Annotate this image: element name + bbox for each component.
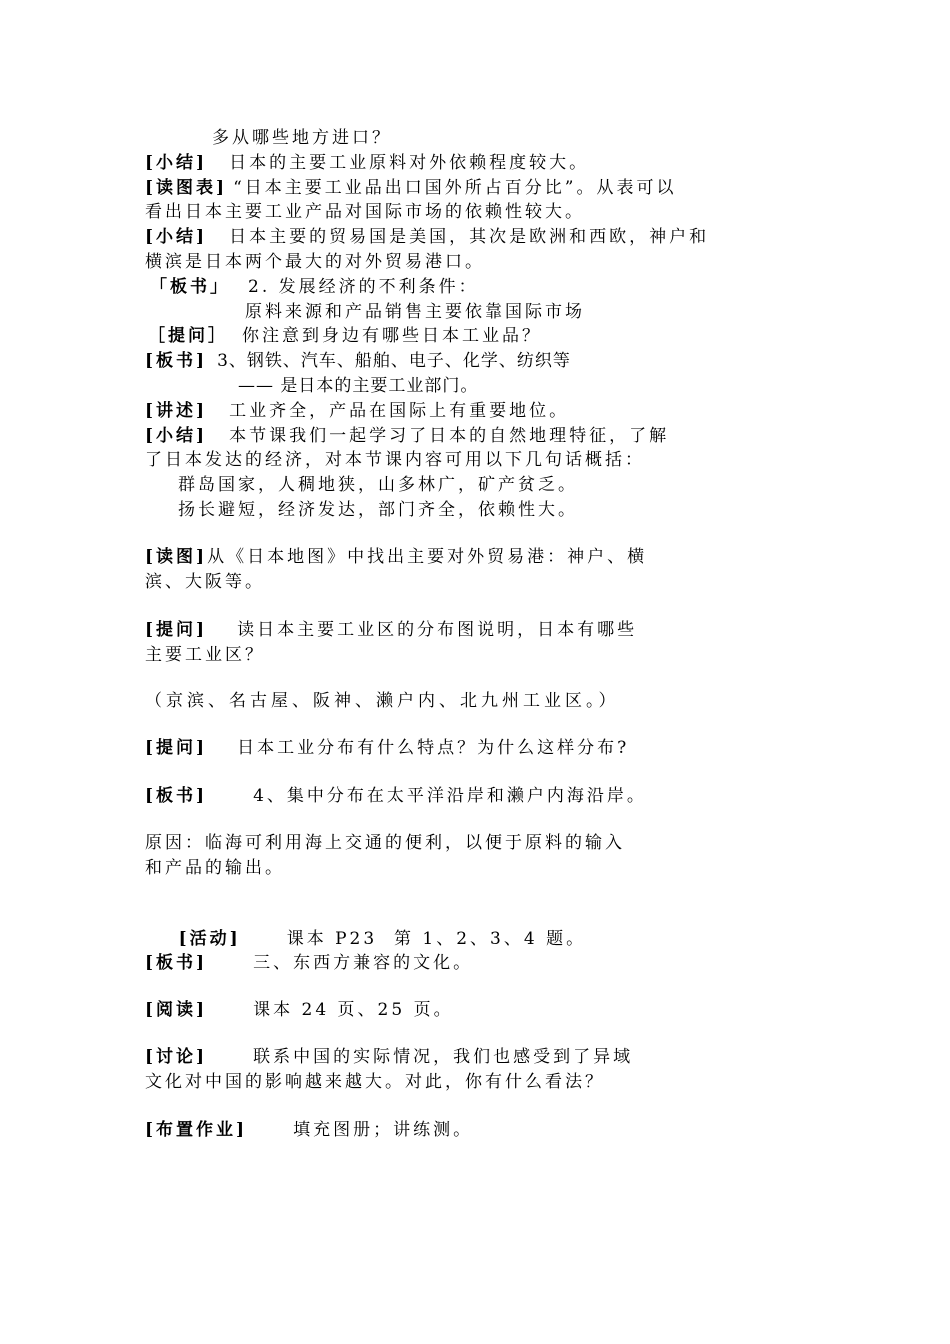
line-text: 联系中国的实际情况，我们也感受到了异域 [253,1047,634,1067]
line-text: 原因：临海可利用海上交通的便利，以便于原料的输入 [145,833,625,853]
section-tag: [提问] [145,620,208,640]
line-text: 扬长避短，经济发达，部门齐全，依赖性大。 [178,500,578,520]
line-text: 课本 24 页、25 页。 [253,1000,454,1020]
text-line [245,300,585,324]
text-line [145,151,589,175]
line-text: 原料来源和产品销售主要依靠国际市场 [245,302,585,322]
text-line [145,349,571,373]
text-line [145,618,637,642]
line-text: 滨、大阪等。 [145,572,265,592]
text-line [145,856,285,880]
line-text: 了日本发达的经济，对本节课内容可用以下几句话概括： [145,450,645,470]
line-text: 从《日本地图》中找出主要对外贸易港：神户、横 [207,547,648,567]
line-text: 课本 P23 第 1、2、3、4 题。 [286,929,587,949]
text-line [145,176,676,200]
section-tag: ［提问］ [148,326,228,346]
line-text: 本节课我们一起学习了日本的自然地理特征，了解 [229,426,670,446]
line-text: 工业齐全，产品在国际上有重要地位。 [229,401,570,421]
text-line [145,200,585,224]
text-line [145,998,454,1022]
text-line [145,225,709,249]
line-text: 横滨是日本两个最大的对外贸易港口。 [145,252,485,272]
line-text: 主要工业区？ [145,645,265,665]
line-text: 读日本主要工业区的分布图说明，日本有哪些 [237,620,638,640]
section-tag: [阅读] [145,1000,208,1020]
text-line [145,424,669,448]
line-text: 日本工业分布有什么特点？为什么这样分布? [237,738,630,758]
line-text: 群岛国家，人稠地狭，山多林广，矿产贫乏。 [178,475,578,495]
section-tag: 「板书」 [150,277,230,297]
section-tag: [提问] [145,738,208,758]
line-text: 多从哪些地方进口？ [212,128,392,148]
text-line [145,951,473,975]
text-line [145,736,629,760]
text-line [145,250,485,274]
section-tag: [板书] [145,351,208,371]
text-line [148,324,542,348]
text-line [145,689,620,713]
line-text: “日本主要工业品出口国外所占百分比”。从表可以 [233,178,677,198]
line-text: 日本主要的贸易国是美国，其次是欧洲和西欧，神户和 [229,227,710,247]
section-tag: [小结] [145,227,208,247]
text-line [178,498,578,522]
section-tag: [小结] [145,426,208,446]
text-line [150,275,479,299]
section-tag: [板书] [145,953,208,973]
text-line [178,473,578,497]
section-tag: [读图表] [145,178,228,198]
text-line [145,1045,633,1069]
text-line [145,570,265,594]
line-text: 3、钢铁、汽车、船舶、电子、化学、纺织等 [217,351,571,371]
line-text: 4、集中分布在太平洋沿岸和濑户内海沿岸。 [253,786,647,806]
line-text: 填充图册；讲练测。 [293,1120,474,1140]
line-text: 文化对中国的影响越来越大。对此，你有什么看法？ [145,1072,605,1092]
text-line [145,399,569,423]
section-tag: [讨论] [145,1047,208,1067]
text-line [145,643,265,667]
text-line [145,545,647,569]
line-text: 看出日本主要工业产品对国际市场的依赖性较大。 [145,202,585,222]
text-line [238,374,478,398]
line-text: 2. 发展经济的不利条件： [248,277,479,297]
section-tag: [板书] [145,786,208,806]
section-tag: [活动] [178,929,241,949]
line-text: —— 是日本的主要工业部门。 [238,376,479,396]
text-line [145,448,645,472]
text-line [145,1118,473,1142]
section-tag: [布置作业] [145,1120,248,1140]
line-text: 日本的主要工业原料对外依赖程度较大。 [229,153,590,173]
text-line [145,784,647,808]
line-text: （京滨、名古屋、阪神、濑户内、北九州工业区。） [145,691,620,711]
section-tag: [小结] [145,153,208,173]
line-text: 三、东西方兼容的文化。 [253,953,474,973]
text-line [145,1070,605,1094]
line-text: 和产品的输出。 [145,858,285,878]
section-tag: [读图] [145,547,208,567]
line-text: 你注意到身边有哪些日本工业品？ [242,326,542,346]
section-tag: [讲述] [145,401,208,421]
text-line [212,126,392,150]
text-line [145,831,625,855]
